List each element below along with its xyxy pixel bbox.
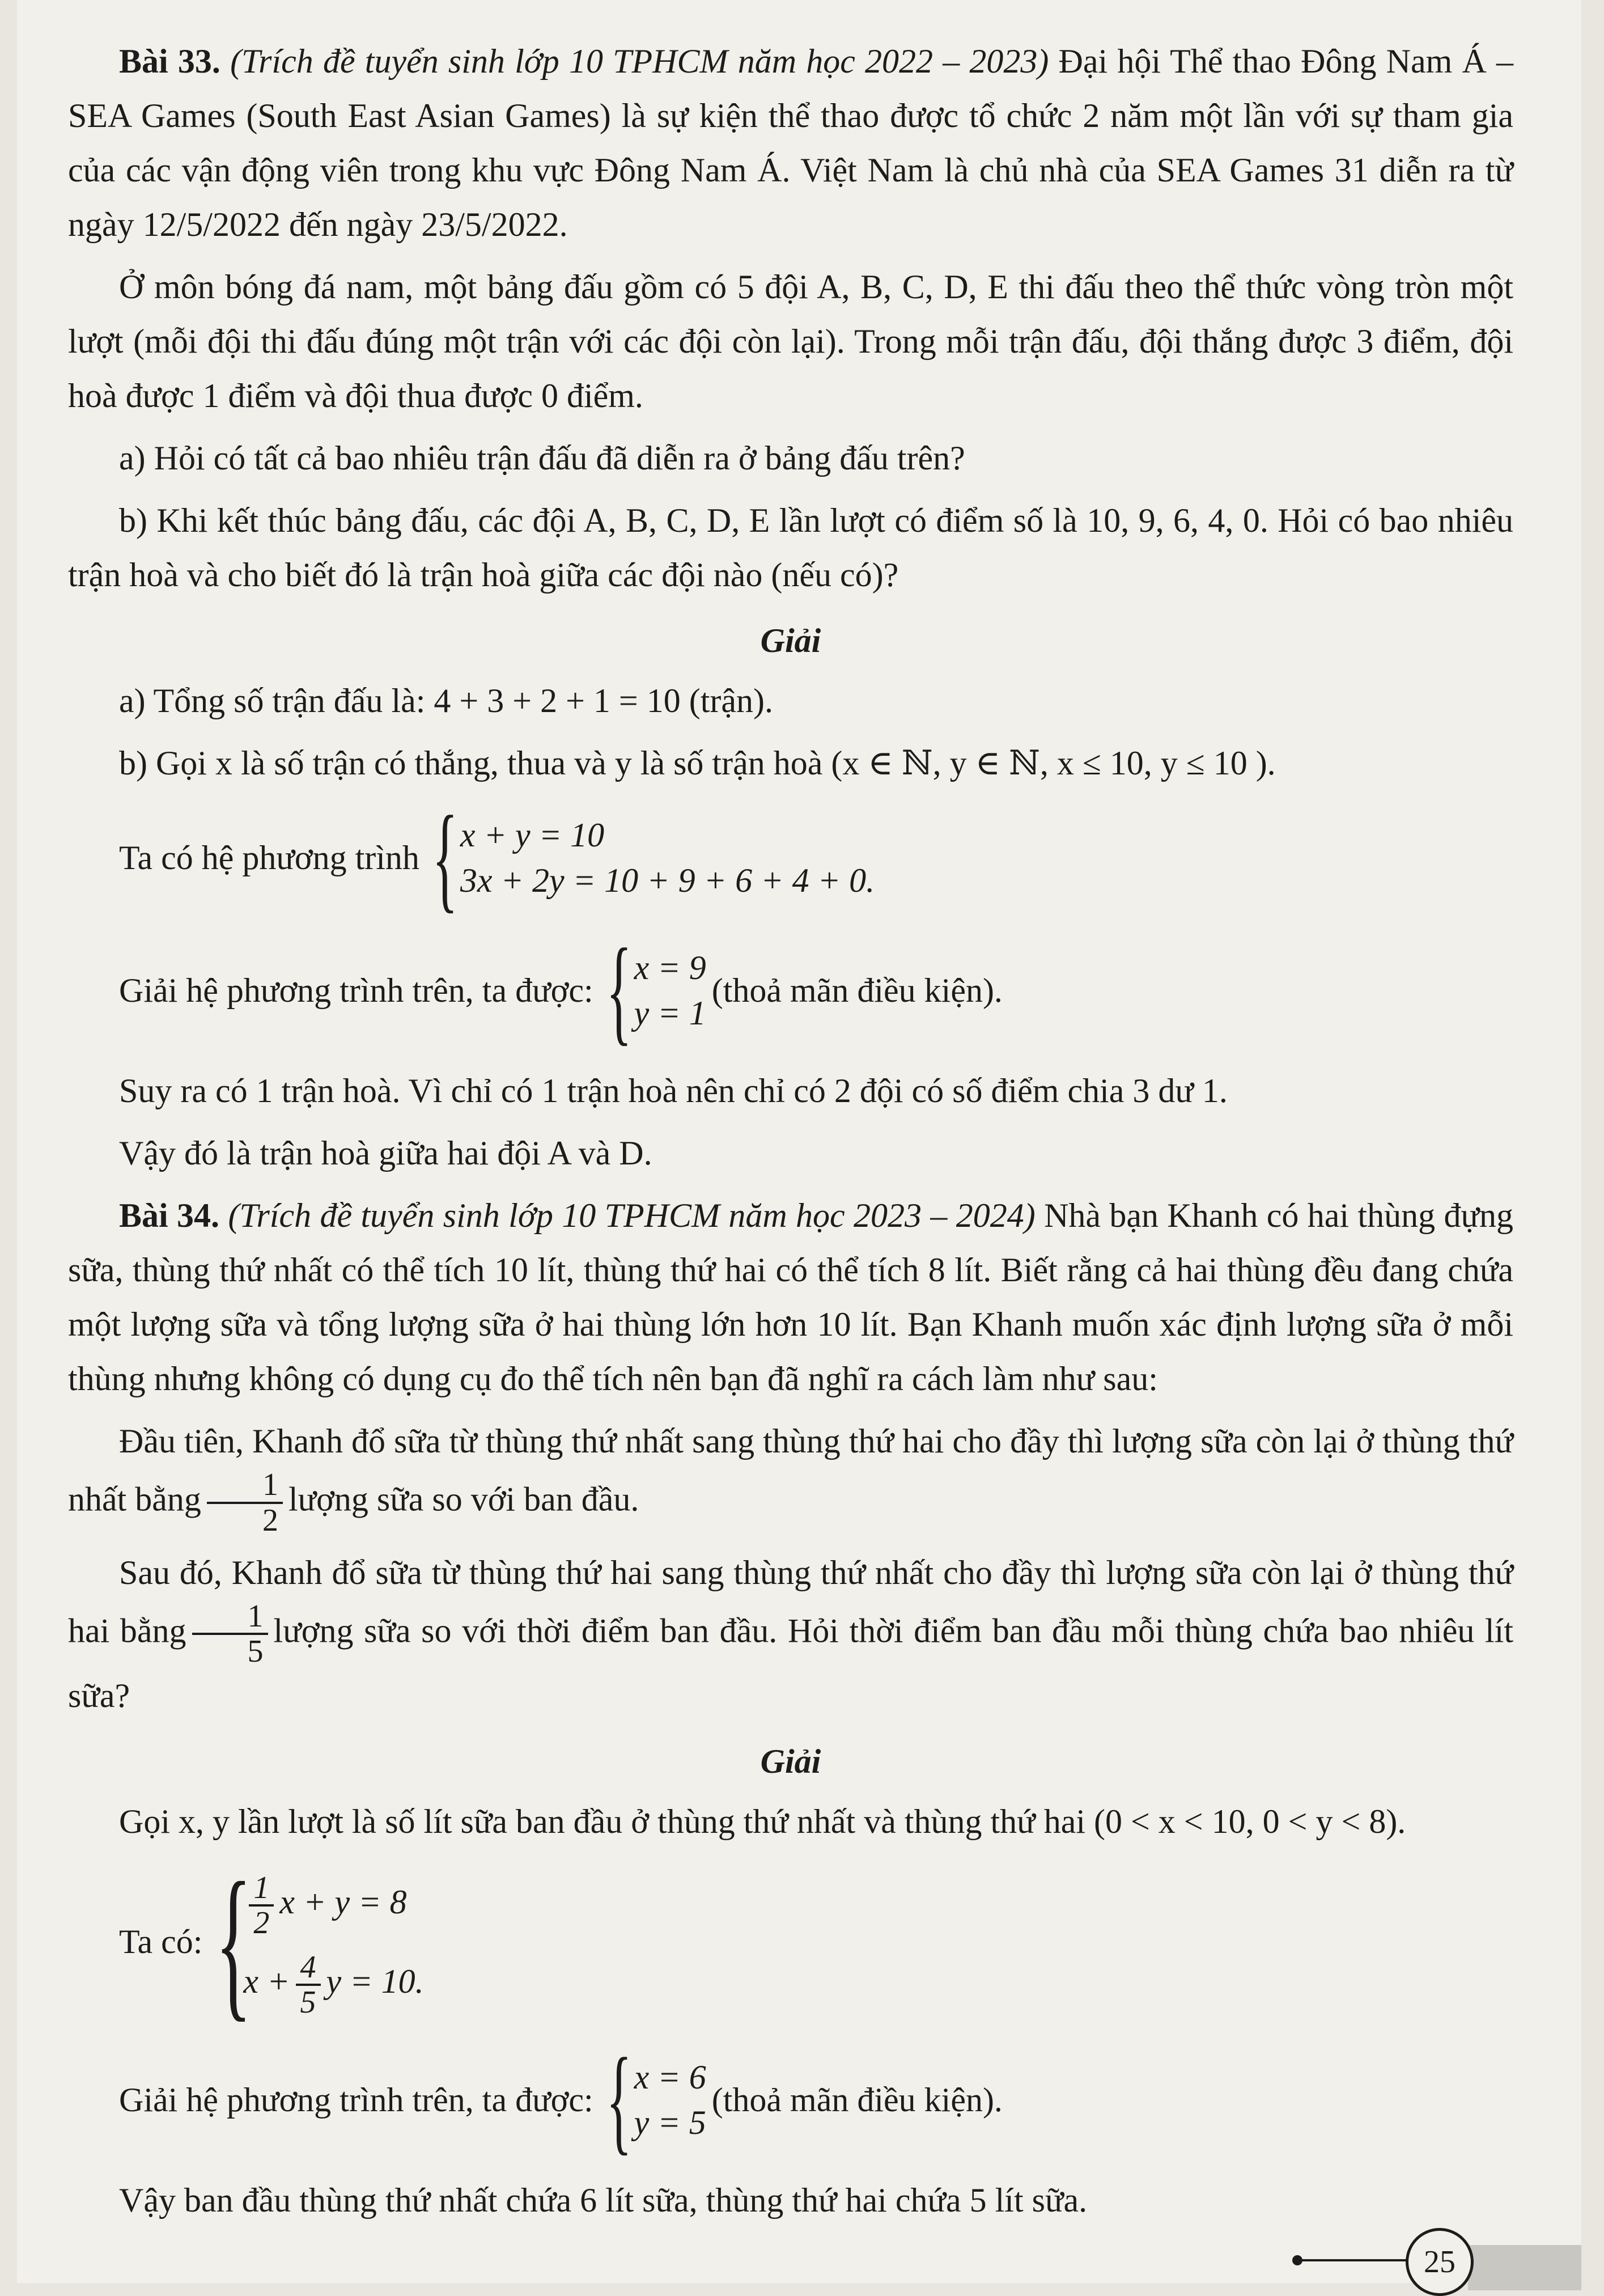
b34-p2-tail: lượng sữa so với ban đầu. xyxy=(288,1480,639,1518)
brace-symbol: { xyxy=(432,792,458,924)
page-number: 25 xyxy=(1406,2228,1474,2296)
b34-eq1 xyxy=(243,1862,423,1942)
b33-paragraph: Ở môn bóng đá nam, một bảng đấu gồm có 5 đội A, B, C, D, E thi đấu theo thể thức vòng tròn một lượt (mỗi đội thi đấu đúng một trận với các đội còn lại). Trong mỗi trận đấu, đội thắng được 3 điểm, đội hoà được 1 điểm và đội thua được 0 điểm. xyxy=(68,268,1513,414)
b33-results xyxy=(634,945,706,1036)
fraction xyxy=(249,1871,274,1941)
b33-system xyxy=(119,792,1513,924)
page-tab xyxy=(1468,2245,1581,2290)
b33-conclusion-1: Suy ra có 1 trận hoà. Vì chỉ có 1 trận hoà nên chỉ có 2 đội có số điểm chia 3 dư 1. xyxy=(119,1072,1228,1109)
brace-symbol: { xyxy=(606,2034,632,2166)
fraction-numerator: 1 xyxy=(192,1600,268,1636)
fraction-numerator: 1 xyxy=(249,1871,274,1907)
b33-eq1: x + y = 10 xyxy=(460,816,605,854)
b34-result xyxy=(119,2034,1513,2166)
brace-symbol: { xyxy=(606,925,632,1056)
b33-question-a: a) Hỏi có tất cả bao nhiêu trận đấu đã diễn ra ở bảng đấu trên? xyxy=(119,439,965,477)
b33-source: (Trích đề tuyển sinh lớp 10 TPHCM năm học 2022 – 2023) xyxy=(230,43,1049,80)
b34-p2-text: Đầu tiên, Khanh đổ sữa từ thùng thứ nhất sang thùng thứ hai cho đầy thì lượng sữa còn lại ở thùng thứ nhất bằng xyxy=(68,1422,1513,1518)
fraction-numerator: 4 xyxy=(296,1951,321,1986)
book-page xyxy=(17,0,1581,2283)
b34-system xyxy=(119,1848,1513,2036)
b33-res2: y = 1 xyxy=(634,994,706,1032)
b33-solve-label: Giải hệ phương trình trên, ta được: xyxy=(119,972,593,1009)
b34-paragraph-3 xyxy=(68,1545,1513,1723)
b34-paragraph-2 xyxy=(68,1414,1513,1537)
footer-rule xyxy=(1298,2259,1423,2261)
b33-solution-a: a) Tổng số trận đấu là: 4 + 3 + 2 + 1 = 10 (trận). xyxy=(119,682,774,719)
b34-eq2-rest: y = 10. xyxy=(326,1963,424,2001)
b34-res2: y = 5 xyxy=(634,2104,706,2142)
b34-conclusion: Vậy ban đầu thùng thứ nhất chứa 6 lít sữa, thùng thứ hai chứa 5 lít sữa. xyxy=(119,2181,1088,2219)
fraction xyxy=(192,1600,268,1669)
b34-solution-setup: Gọi x, y lần lượt là số lít sữa ban đầu ở thùng thứ nhất và thùng thứ hai (0 < x < 10, 0 < y < 8). xyxy=(119,1803,1406,1841)
fraction xyxy=(296,1951,321,2020)
b34-res1: x = 6 xyxy=(634,2058,706,2096)
b34-equations xyxy=(243,1862,423,2021)
b34-condition: (thoả mãn điều kiện). xyxy=(711,2081,1003,2119)
b33-intro xyxy=(68,34,1513,252)
fraction-denominator: 2 xyxy=(262,1502,278,1538)
b33-eq2: 3x + 2y = 10 + 9 + 6 + 4 + 0. xyxy=(460,862,875,899)
b33-condition: (thoả mãn điều kiện). xyxy=(711,972,1003,1009)
b34-solution-title: Giải xyxy=(760,1743,821,1781)
brace-symbol: { xyxy=(215,1848,252,2036)
fraction-denominator: 5 xyxy=(247,1634,264,1670)
b33-result xyxy=(119,925,1513,1056)
b34-source: (Trích đề tuyển sinh lớp 10 TPHCM năm học 2023 – 2024) xyxy=(228,1197,1036,1234)
b34-label: Bài 34. xyxy=(119,1197,220,1234)
b33-solution-title: Giải xyxy=(760,622,821,659)
fraction-denominator: 5 xyxy=(300,1985,316,2020)
b34-eq2 xyxy=(243,1942,423,2021)
b33-equations xyxy=(460,812,875,903)
b34-eq1-rest: x + y = 8 xyxy=(279,1883,407,1921)
page-content xyxy=(68,34,1513,2235)
b33-label: Bài 33. xyxy=(119,43,220,80)
b34-solve-label: Giải hệ phương trình trên, ta được: xyxy=(119,2081,593,2119)
b34-p3-tail: lượng sữa so với thời điểm ban đầu. Hỏi thời điểm ban đầu mỗi thùng chứa bao nhiêu lít sữa? xyxy=(68,1612,1514,1715)
b33-question-b: b) Khi kết thúc bảng đấu, các đội A, B, C, D, E lần lượt có điểm số là 10, 9, 6, 4, 0. Hỏi có bao nhiêu trận hoà và cho biết đó là trận hoà giữa các đội nào (nếu có)? xyxy=(68,502,1513,594)
b34-eq2-lead: x + xyxy=(243,1963,290,2001)
fraction-numerator: 1 xyxy=(207,1468,283,1504)
b33-conclusion-2: Vậy đó là trận hoà giữa hai đội A và D. xyxy=(119,1134,652,1172)
b33-system-label: Ta có hệ phương trình xyxy=(119,839,419,876)
b34-results xyxy=(634,2054,706,2145)
b34-system-label: Ta có: xyxy=(119,1923,203,1961)
b33-intro-text: Đại hội Thể thao Đông Nam Á – SEA Games (South East Asian Games) là sự kiện thể thao được tổ chức 2 năm một lần với sự tham gia của các vận động viên trong khu vực Đông Nam Á. Việt Nam là chủ nhà của SEA Games 31 diễn ra từ ngày 12/5/2022 đến ngày 23/5/2022. xyxy=(68,43,1513,243)
b33-solution-b: b) Gọi x là số trận có thắng, thua và y là số trận hoà (x ∈ ℕ, y ∈ ℕ, x ≤ 10, y ≤ 10 ). xyxy=(119,744,1276,782)
b34-p3-text: Sau đó, Khanh đổ sữa từ thùng thứ hai sang thùng thứ nhất cho đầy thì lượng sữa còn lại ở thùng thứ hai bằng xyxy=(68,1553,1513,1650)
fraction-denominator: 2 xyxy=(253,1905,270,1941)
b34-intro xyxy=(68,1188,1513,1406)
fraction xyxy=(207,1468,283,1537)
b33-res1: x = 9 xyxy=(634,949,706,986)
b34-intro-text: Nhà bạn Khanh có hai thùng đựng sữa, thùng thứ nhất có thể tích 10 lít, thùng thứ hai có thể tích 8 lít. Biết rằng cả hai thùng đều đang chứa một lượng sữa và tổng lượng sữa ở hai thùng lớn hơn 10 lít. Bạn Khanh muốn xác định lượng sữa ở mỗi thùng nhưng không có dụng cụ đo thể tích nên bạn đã nghĩ ra cách làm như sau: xyxy=(68,1197,1513,1397)
